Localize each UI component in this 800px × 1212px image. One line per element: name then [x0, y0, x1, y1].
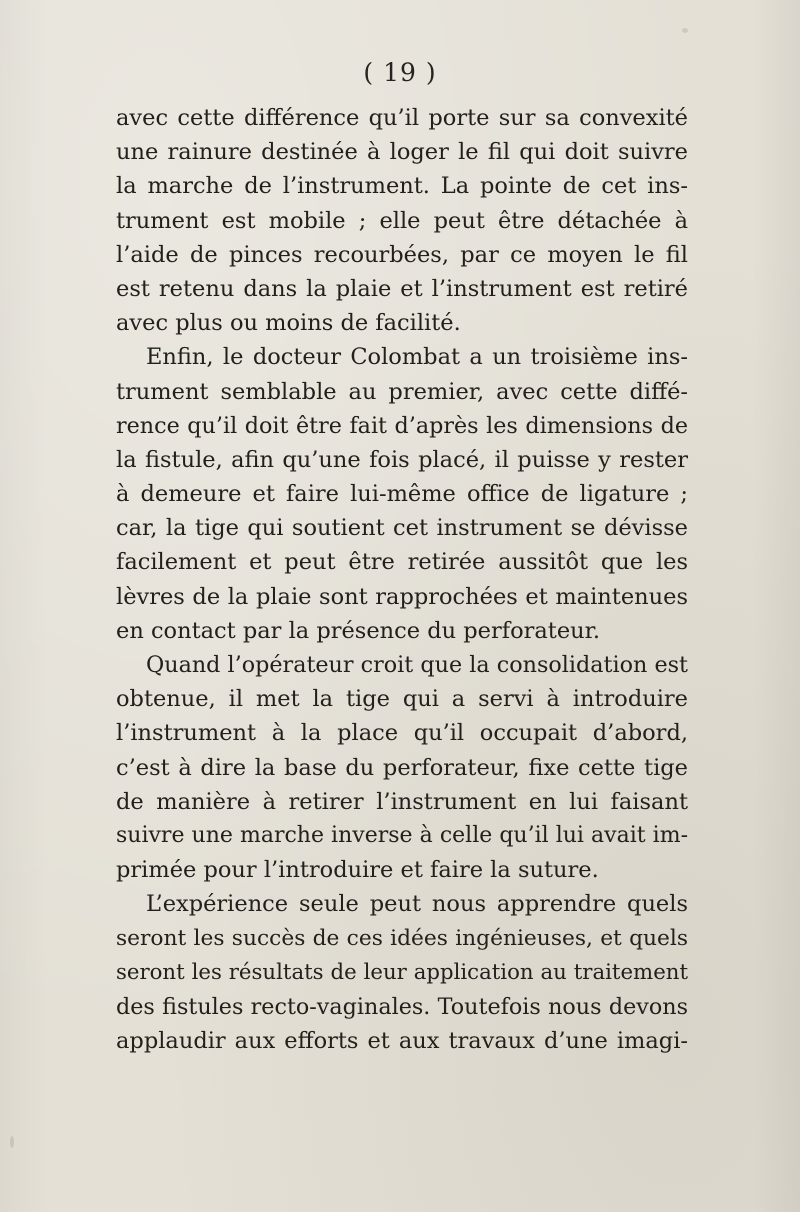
text-line: facilement et peut être retirée aussitôt que les: [116, 549, 688, 576]
text-line: Enfin, le docteur Colombat a un troisième ins-: [146, 344, 688, 371]
text-line: la marche de l’instrument. La pointe de cet ins-: [116, 173, 688, 200]
page-number: ( 19 ): [363, 58, 437, 87]
text-line: l’instrument à la place qu’il occupait d’abord,: [116, 720, 688, 747]
paper-stain: [682, 28, 688, 33]
text-line: de manière à retirer l’instrument en lui faisant: [116, 788, 688, 815]
text-line: c’est à dire la base du perforateur, fixe cette tige: [116, 754, 688, 781]
text-line: primée pour l’introduire et faire la suture.: [116, 857, 599, 884]
text-line: des fistules recto-vaginales. Toutefois nous devons: [116, 993, 688, 1020]
text-line: la fistule, afin qu’une fois placé, il puisse y rester: [116, 446, 688, 473]
text-line: obtenue, il met la tige qui a servi à introduire: [116, 686, 688, 713]
text-line: est retenu dans la plaie et l’instrument est retiré: [116, 275, 688, 302]
text-line: à demeure et faire lui-même office de ligature ;: [116, 481, 688, 508]
body-text: [116, 101, 688, 1058]
text-line: Quand l’opérateur croit que la consolidation est: [146, 652, 688, 678]
text-line: lèvres de la plaie sont rapprochées et maintenues: [116, 583, 688, 610]
text-line: rence qu’il doit être fait d’après les dimensions de: [116, 412, 688, 439]
text-line: seront les succès de ces idées ingénieuses, et quels: [116, 925, 688, 951]
text-line: avec cette différence qu’il porte sur sa convexité: [116, 105, 688, 131]
text-line: applaudir aux efforts et aux travaux d’une imagi-: [116, 1028, 688, 1055]
text-line: car, la tige qui soutient cet instrument se dévisse: [116, 515, 688, 542]
paper-stain: [10, 1136, 14, 1148]
text-line: trument semblable au premier, avec cette diffé-: [116, 378, 688, 405]
text-line: suivre une marche inverse à celle qu’il lui avait im-: [116, 822, 688, 848]
text-line: seront les résultats de leur application au traitement: [116, 959, 688, 985]
text-line: en contact par la présence du perforateur.: [116, 617, 601, 644]
text-line: trument est mobile ; elle peut être détachée à: [116, 207, 688, 234]
text-line: une rainure destinée à loger le fil qui doit suivre: [116, 139, 688, 166]
text-line: L’expérience seule peut nous apprendre quels: [146, 891, 688, 918]
text-line: avec plus ou moins de facilité.: [116, 310, 461, 337]
text-line: l’aide de pinces recourbées, par ce moyen le fil: [116, 241, 688, 268]
